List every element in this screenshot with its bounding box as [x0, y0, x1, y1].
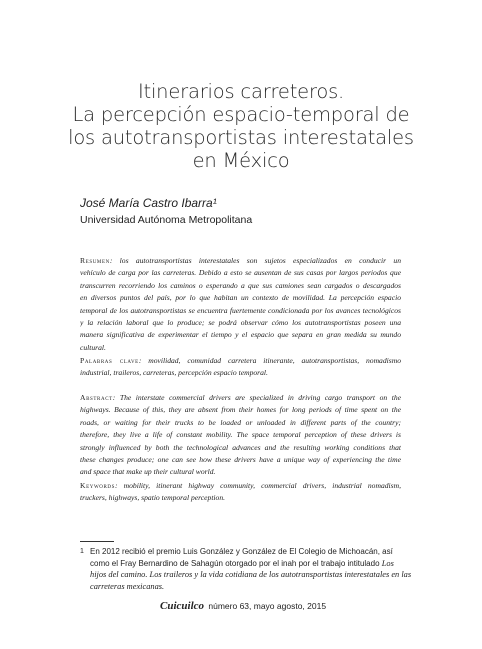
resumen-line: vehículo de carga por las carreteras. Debido a esto se ausentan de sus casas por largos periodos que	[80, 268, 401, 278]
footnote-divider	[80, 541, 114, 542]
title-line: Itinerarios carreteros.	[137, 80, 345, 103]
author-name: José María Castro Ibarra¹	[80, 196, 217, 210]
resumen-line: temporal de los autotransportistas se encuentra fuertemente condicionada por los avances tecnológicos	[80, 305, 401, 315]
palabras-line: Palabras clave: movilidad, comunidad carretera itinerante, autotransportistas, nomadismo	[80, 356, 401, 365]
footnote-line: carreteras mexicanas.	[90, 581, 165, 591]
palabras-line: industrial, traileros, carreteras, percepción espacio temporal.	[80, 368, 268, 378]
footnote-line: En 2012 recibió el premio Luis González y González de El Colegio de Michoacán, así	[90, 547, 393, 556]
resumen-line: Resumen: los autotransportistas interestatales son sujetos especializados en conducir un	[80, 256, 401, 265]
footnote-line: como el Fray Bernardino de Sahagún otorgado por el inah por el trabajo intitulado Los	[90, 558, 394, 568]
abstract-line: and space that make up their cultural world.	[80, 467, 216, 477]
abstract-line: these changes produce; one can see how these drivers have a unique way of experiencing the time	[80, 455, 401, 465]
palabras-label: Palabras clave	[80, 356, 139, 365]
resumen-line: manera significativa de experimentar el tiempo y el espacio que separa en gran medida su mundo	[80, 330, 401, 340]
resumen-line: cultural.	[80, 342, 106, 352]
keywords-label: Keywords	[80, 481, 116, 490]
abstract-line: therefore, they live a life of constant mobility. The space temporal perception of these drivers is	[80, 430, 401, 440]
keywords-paragraph	[80, 480, 401, 505]
keywords-line: Keywords: mobility, itinerant highway community, commercial drivers, industrial nomadism,	[80, 481, 401, 490]
abstract-paragraph	[80, 392, 401, 479]
footnote-mark: 1	[80, 548, 84, 555]
abstract-line: strongly influenced by both the technological advances and the resulting working conditions that	[80, 442, 401, 452]
title-line: los autotransportistas interestatales	[68, 126, 414, 149]
keywords-line: truckers, highways, spatio temporal perception.	[80, 493, 226, 503]
resumen-label: Resumen	[80, 256, 110, 265]
journal-logo: Cuicuilco	[160, 600, 205, 612]
resumen-paragraph	[80, 255, 401, 354]
abstract-line: Abstract: The interstate commercial drivers are specialized in driving cargo transport on the	[80, 393, 401, 402]
title-line: en México	[192, 149, 290, 172]
title-line: La percepción espacio-temporal de	[72, 103, 410, 126]
resumen-line: y la relación laboral que lo produce; se podrá observar cómo los autotransportistas poseen una	[80, 318, 401, 328]
resumen-line: en diversos puntos del país, por lo que habitan un contexto de movilidad. La percepción espacio	[80, 293, 401, 303]
abstract-line: highways. Because of this, they are absent from their homes for long periods of time spent on the	[80, 405, 401, 415]
footnote-line: hijos del camino. Los traileros y la vida cotidiana de los autotransportistas interestatales en las	[90, 570, 412, 580]
article-title	[40, 80, 442, 172]
abstract-line: roads, or waiting for their trucks to be loaded or unloaded in different parts of the country;	[80, 417, 401, 427]
page-footer	[160, 600, 326, 612]
resumen-line: transcurren recorriendo los caminos o esperando a que sus camiones sean cargados o descargados	[80, 280, 401, 290]
issue-info: número 63, mayo agosto, 2015	[208, 601, 327, 611]
abstract-label: Abstract	[80, 393, 113, 402]
author-affiliation: Universidad Autónoma Metropolitana	[80, 214, 253, 226]
palabras-clave-paragraph	[80, 355, 401, 380]
footnote	[80, 546, 412, 592]
